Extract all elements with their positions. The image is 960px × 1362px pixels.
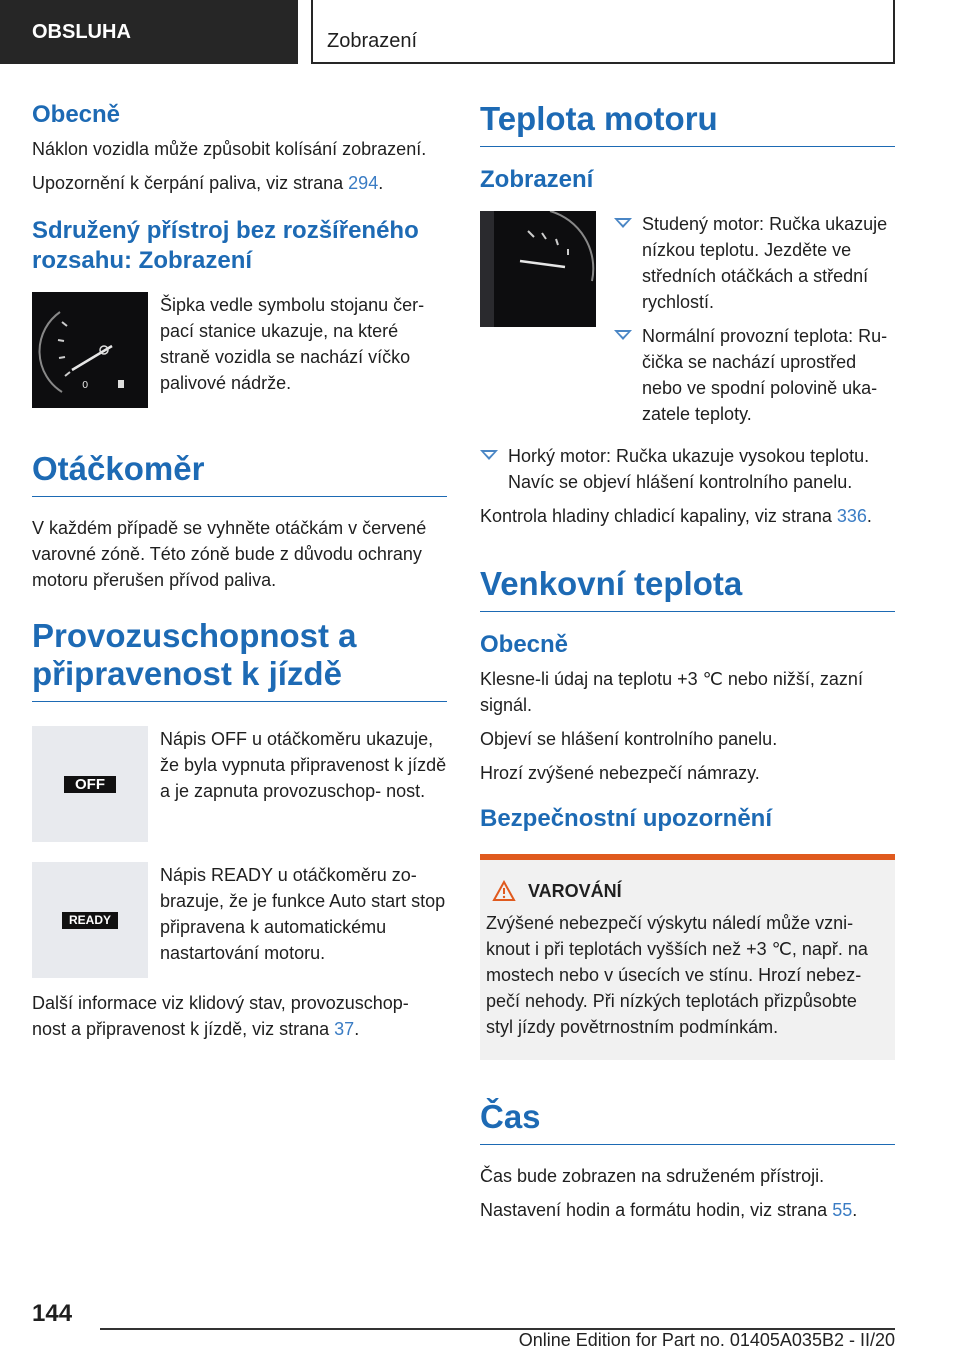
paragraph: Nastavení hodin a formátu hodin, viz strana 55. xyxy=(480,1200,858,1220)
heading-obecne: Obecně xyxy=(32,101,121,128)
heading-provozuschopnost: Provozuschopnost a připravenost k jízdě xyxy=(32,617,447,702)
bullet-triangle-icon xyxy=(614,330,632,340)
heading-cas: Čas xyxy=(480,1098,895,1145)
ready-image xyxy=(32,862,148,978)
svg-text:0: 0 xyxy=(82,380,89,391)
off-badge: OFF xyxy=(64,776,116,793)
heading-otackomer: Otáčkoměr xyxy=(32,450,447,497)
warning-box xyxy=(480,854,895,1060)
warning-title: VAROVÁNÍ xyxy=(486,880,887,902)
list-item: Horký motor: Ručka ukazuje vysokou teplotu. Navíc se objeví hlášení kontrolního panelu. xyxy=(480,443,895,495)
paragraph: Náklon vozidla může způsobit kolísání zobrazení. xyxy=(32,139,427,159)
heading-sdruzeny: Sdružený přístroj bez rozšířeného rozsahu: Zobrazení xyxy=(32,217,419,274)
topic-title: Zobrazení xyxy=(327,30,418,52)
page-link[interactable]: 37 xyxy=(334,1019,355,1039)
paragraph: Šipka vedle symbolu stojanu čer- pací stanice ukazuje, na které straně vozidla se nachází víčko palivové nádrže. xyxy=(160,295,425,393)
list-item: Studený motor: Ručka ukazuje nízkou teplotu. Jezděte ve středních otáčkách a střední rychlostí. xyxy=(614,211,895,315)
page-link[interactable]: 294 xyxy=(348,173,379,193)
paragraph: Nápis OFF u otáčkoměru ukazuje, že byla vypnuta připravenost k jízdě a je zapnuta provozuschop- nost. xyxy=(160,729,447,801)
heading-venkovni-teplota: Venkovní teplota xyxy=(480,565,895,612)
paragraph: Objeví se hlášení kontrolního panelu. xyxy=(480,729,778,749)
paragraph: Nápis READY u otáčkoměru zo- brazuje, že je funkce Auto start stop připravena k automatickému nastartování motoru. xyxy=(160,865,446,963)
section-tab xyxy=(0,0,298,64)
paragraph: Čas bude zobrazen na sdruženém přístroji. xyxy=(480,1166,825,1186)
temp-gauge-image xyxy=(480,211,596,327)
figure-fuel-gauge xyxy=(32,292,447,408)
paragraph: Upozornění k čerpání paliva, viz strana 294. xyxy=(32,173,384,193)
fuel-gauge-image xyxy=(32,292,148,408)
paragraph: Další informace viz klidový stav, provozuschop- nost a připravenost k jízdě, viz strana 37. xyxy=(32,993,409,1039)
page-link[interactable]: 55 xyxy=(832,1200,853,1220)
paragraph: Klesne-li údaj na teplotu +3 ℃ nebo nižší, zazní signál. xyxy=(480,669,863,715)
warning-triangle-icon xyxy=(492,880,516,902)
page-number: 144 xyxy=(32,1300,73,1327)
edition-note: Online Edition for Part no. 01405A035B2 - II/20 xyxy=(518,1330,895,1350)
heading-bezpecnostni: Bezpečnostní upozornění xyxy=(480,805,773,832)
ready-badge: READY xyxy=(62,912,118,929)
paragraph: Hrozí zvýšené nebezpečí námrazy. xyxy=(480,763,760,783)
section-title: OBSLUHA xyxy=(32,20,131,43)
topic-tab xyxy=(311,0,895,64)
off-image xyxy=(32,726,148,842)
warning-text: Zvýšené nebezpečí výskytu náledí může vzni- knout i při teplotách vyšších než +3 ℃, např. na mostech nebo v úsecích ve stínu. Hrozí nebez- pečí nehody. Při nízkých teplotách přizpůsobte styl jízdy povětrnostním podmínkám. xyxy=(486,913,868,1037)
figure-ready xyxy=(32,862,447,978)
list-item: Normální provozní teplota: Ru- čička se nachází uprostřed nebo ve spodní polovině uka- zatele teploty. xyxy=(614,323,895,427)
heading-obecne: Obecně xyxy=(480,631,569,658)
page-link[interactable]: 336 xyxy=(836,506,867,526)
heading-teplota-motoru: Teplota motoru xyxy=(480,100,895,147)
bullet-triangle-icon xyxy=(480,450,498,460)
paragraph: Kontrola hladiny chladicí kapaliny, viz strana 336. xyxy=(480,506,872,526)
paragraph: V každém případě se vyhněte otáčkám v červené varovné zóně. Této zóně bude z důvodu ochrany motoru přerušen přívod paliva. xyxy=(32,518,427,590)
heading-zobrazeni: Zobrazení xyxy=(480,166,594,193)
figure-temp-gauge xyxy=(480,211,895,435)
bullet-triangle-icon xyxy=(614,218,632,228)
figure-off xyxy=(32,726,447,842)
left-column xyxy=(32,100,447,1050)
right-column xyxy=(480,100,895,1231)
